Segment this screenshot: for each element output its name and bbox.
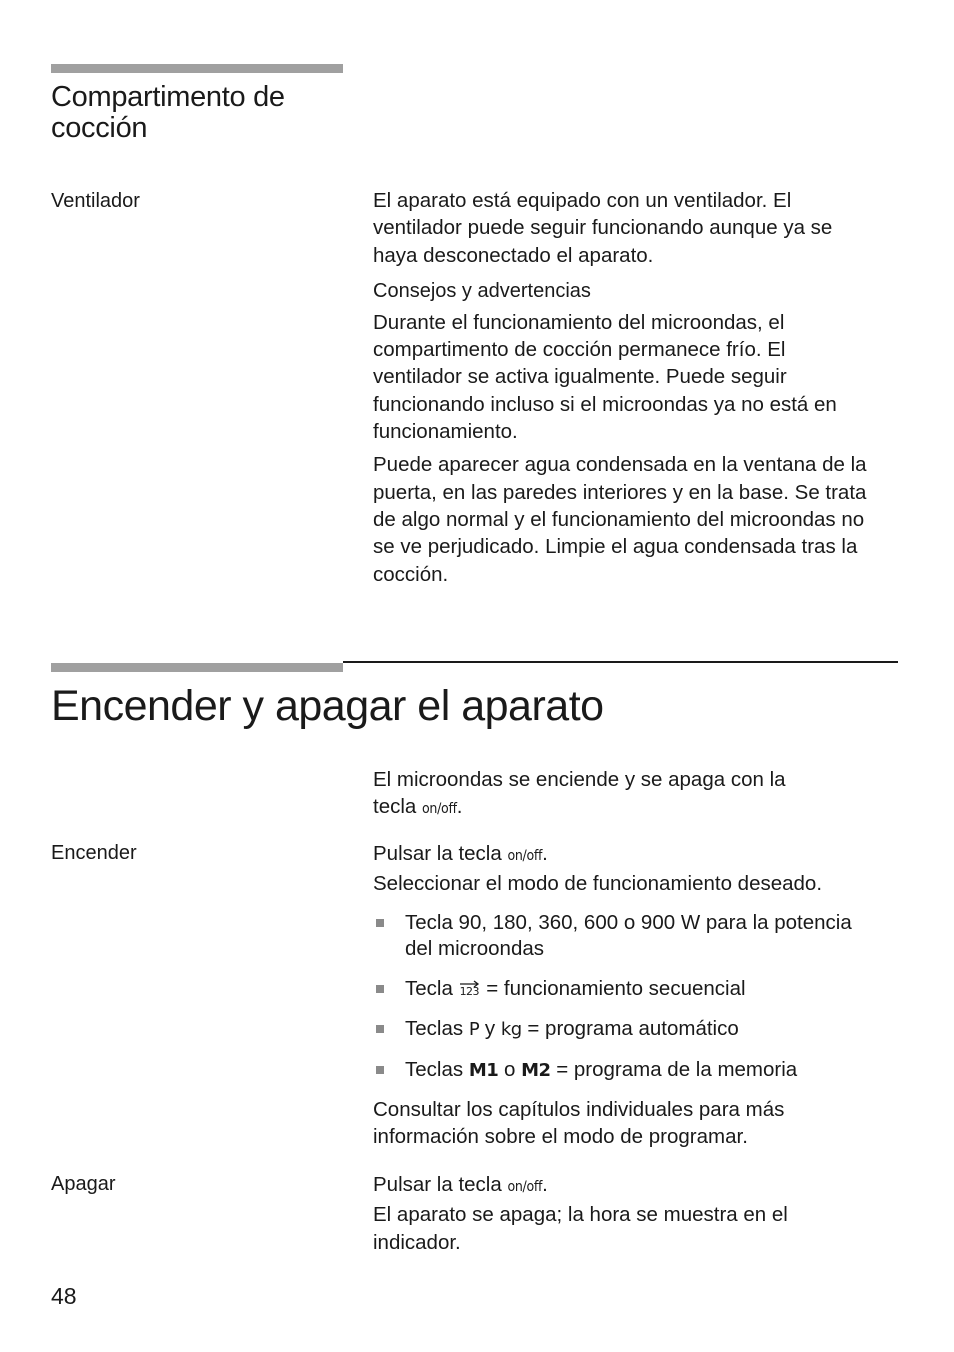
m1-key: M1 [468,1059,499,1081]
onoff-key: on/off [507,848,543,864]
apagar-content: Pulsar la tecla on/off. El aparato se apaga; la hora se muestra en el indicador. [373,1173,788,1254]
list-item: Teclas P y kg = programa automático [373,1016,913,1043]
consejos-paragraph-1: Durante el funcionamiento del microondas, el compartimento de cocción permanece frío. El ventilador se activa igualmente. Puede seguir funcionando incluso si el microondas ya no está en funcionamiento. [373,310,837,444]
bullet-square-icon [376,985,384,993]
list-item: Tecla 123 = funcionamiento secuencial [373,976,913,1002]
page-number: 48 [51,1283,77,1309]
side-label-encender: Encender [51,842,137,864]
section-title-encender: Encender y apagar el aparato [51,682,604,730]
section-bar-compartimento [51,64,343,73]
list-item: Tecla 90, 180, 360, 600 o 900 W para la potencia del microondas [373,910,913,962]
ventilador-intro: El aparato está equipado con un ventilador. El ventilador puede seguir funcionando aunque ya se haya desconectado el aparato. [373,189,833,267]
section-bar-encender [51,663,343,672]
side-label-apagar: Apagar [51,1173,116,1195]
side-label-ventilador: Ventilador [51,190,140,212]
encender-steps: Pulsar la tecla on/off. Seleccionar el modo de funcionamiento deseado. [373,842,823,896]
consejos-heading: Consejos y advertencias [373,279,591,302]
onoff-key: on/off [422,801,457,818]
section-title-line1: Compartimento de [51,81,285,113]
section-title-line2: cocción [51,112,148,144]
bullet-square-icon [376,1066,384,1074]
onoff-key: on/off [507,1179,543,1195]
p-key: P [468,1018,480,1040]
bullet-square-icon [376,1025,384,1033]
section-rule-encender [343,661,898,663]
sequence-arrow-icon [459,979,481,999]
encender-note: Consultar los capítulos individuales para más información sobre el modo de programar. [373,1097,785,1148]
kg-key: kg [500,1018,522,1040]
ventilador-content [373,187,913,588]
encender-intro: El microondas se enciende y se apaga con la tecla on/off. [373,768,786,819]
m2-key: M2 [521,1059,551,1081]
encender-bullet-list [373,910,913,1084]
section-title-compartimento [51,82,351,144]
consejos-paragraph-2: Puede aparecer agua condensada en la ventana de la puerta, en las paredes interiores y en la base. Se trata de algo normal y el funcionamiento del microondas no se ve perjudicado. Limpie el agua condensada tras la cocción. [373,453,867,586]
bullet-square-icon [376,919,384,927]
list-item: Teclas M1 o M2 = programa de la memoria [373,1057,913,1084]
sequence-key-label: 123 [459,984,480,998]
encender-content [373,840,913,1150]
